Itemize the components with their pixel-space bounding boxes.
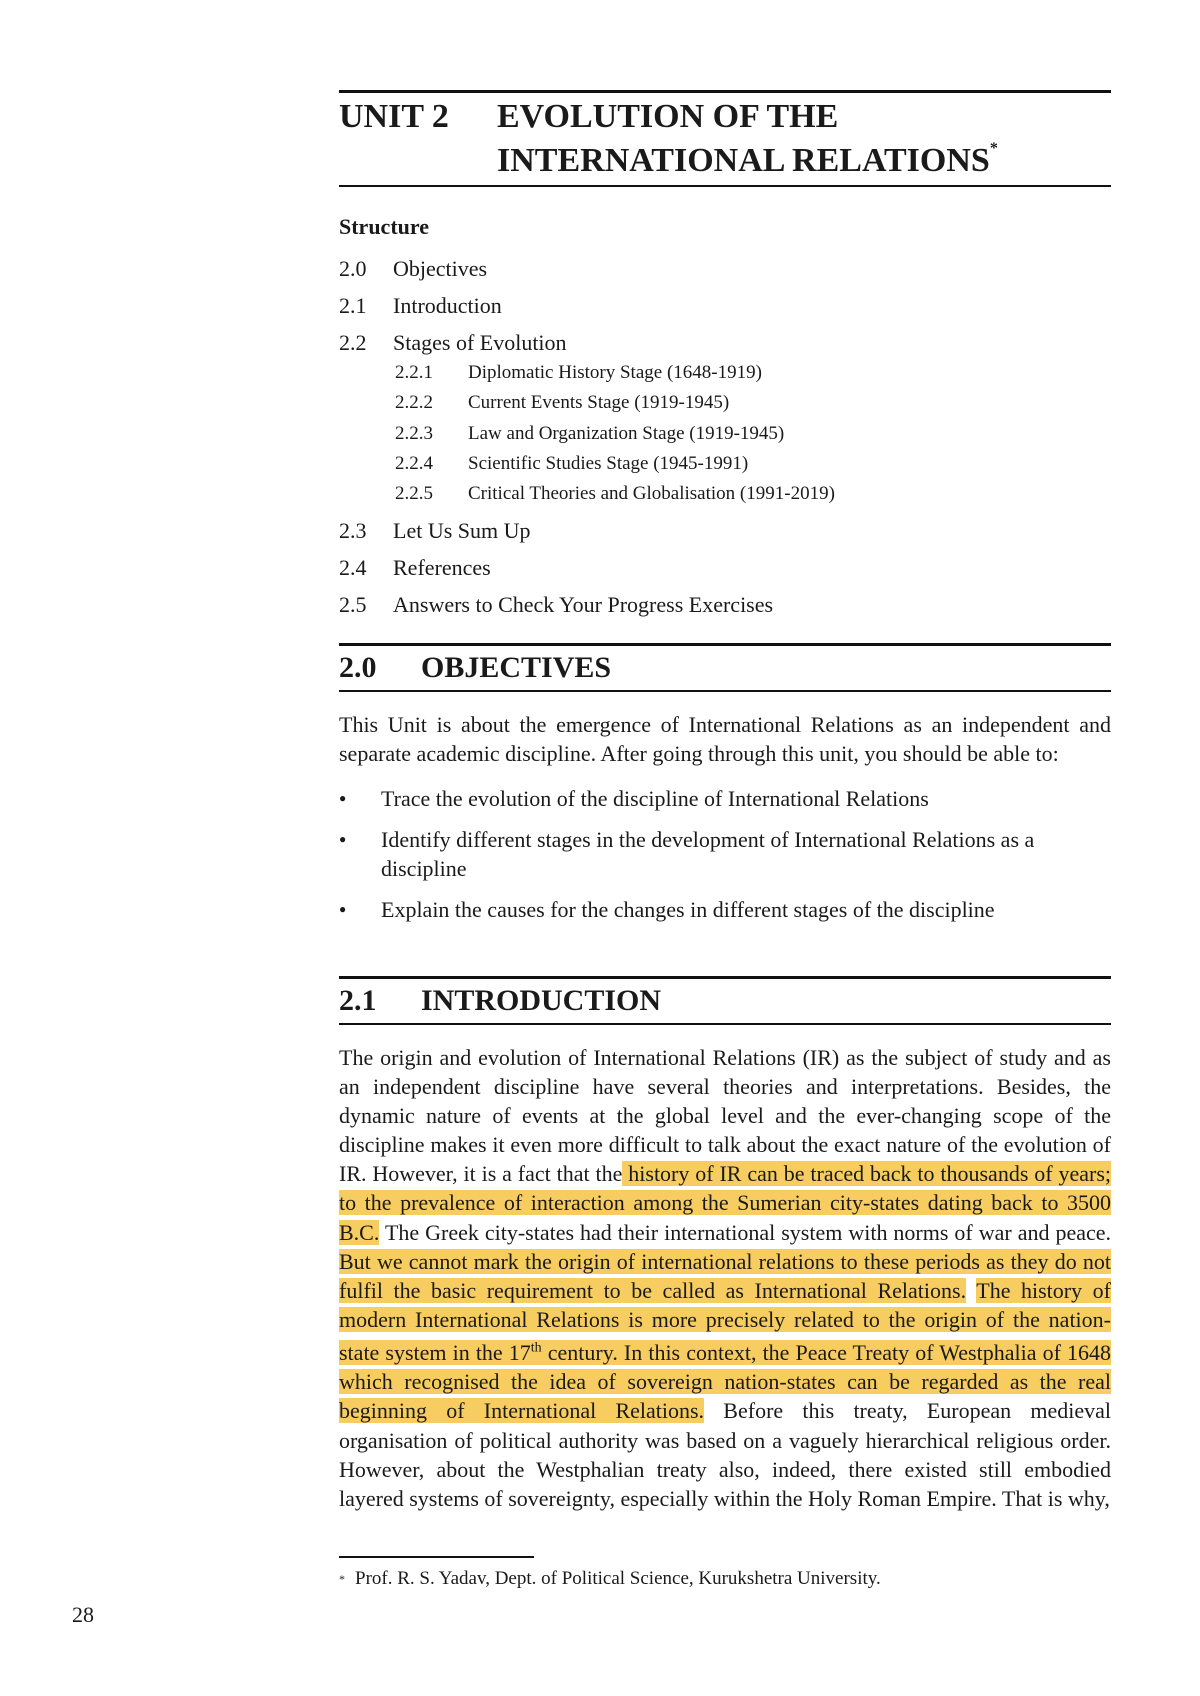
intro-superscript: th [530, 1340, 542, 1356]
intro-text-3 [966, 1278, 976, 1303]
toc-item-2-2 [339, 324, 1111, 361]
toc-number: 2.2.3 [395, 422, 433, 444]
toc-number: 2.2.2 [395, 392, 433, 414]
toc-number: 2.2.1 [395, 362, 433, 383]
objectives-intro: This Unit is about the emergence of International Relations as an independent and separate academic discipline. After going through this unit, you should be able to: [339, 712, 1111, 767]
introduction-heading [339, 976, 1111, 1025]
objectives-heading [339, 643, 1111, 692]
footnote-text: Prof. R. S. Yadav, Dept. of Political Science, Kurukshetra University. [355, 1568, 881, 1589]
footnote-rule [339, 1556, 534, 1558]
intro-text-2: The Greek city-states had their international system with norms of war and peace. [379, 1219, 1111, 1245]
toc-item-2-5 [339, 586, 1111, 623]
toc-number: 2.1 [339, 293, 367, 318]
bullet-icon: ● [339, 791, 347, 806]
toc-label: References [393, 555, 491, 581]
toc-item-2-2-2 [339, 388, 1111, 418]
objectives-list [339, 784, 1111, 924]
toc-item-2-4 [339, 549, 1111, 586]
toc-label: Current Events Stage (1919-1945) [468, 392, 730, 414]
intro-highlight-2: But we cannot mark the origin of international relations to these periods as they do not fulfil the basic requirement to be called as International Relations. [339, 1248, 1111, 1303]
unit-title-line2: INTERNATIONAL RELATIONS [497, 142, 990, 179]
toc-item-2-2-5 [339, 479, 1111, 509]
introduction-paragraph [339, 1043, 1111, 1513]
toc-label: Diplomatic History Stage (1648-1919) [468, 362, 762, 383]
introduction-section [339, 976, 1111, 1513]
toc-item-2-2-3 [339, 419, 1111, 449]
objective-item [339, 825, 1111, 883]
toc-label: Stages of Evolution [393, 330, 567, 355]
unit-title-block [339, 90, 1111, 187]
toc-label: Introduction [393, 293, 502, 318]
toc-item-2-1 [339, 287, 1111, 324]
footnote [339, 1566, 881, 1592]
toc-label: Scientific Studies Stage (1945-1991) [468, 452, 749, 474]
toc-number: 2.2.4 [395, 452, 433, 474]
structure-heading: Structure [339, 214, 430, 239]
objective-text: Identify different stages in the development of International Relations as a discipline [381, 827, 1035, 882]
bullet-icon: ● [339, 902, 347, 917]
objectives-number: 2.0 [339, 651, 377, 684]
unit-number: UNIT 2 [339, 98, 449, 135]
toc-item-2-3 [339, 512, 1111, 549]
objectives-title: OBJECTIVES [421, 651, 612, 684]
page-number: 28 [72, 1602, 94, 1627]
toc-label: Answers to Check Your Progress Exercises [393, 592, 774, 618]
intro-text-1: The origin and evolution of International Relations (IR) as the subject of study and as an independent discipline have several theories and interpretations. Besides, the dynamic nature of events at the global level and the ever-changing scope of the discipline makes it even more difficult to talk about the exact nature of the evolution of IR. However, it is a fact that the [339, 1045, 1111, 1187]
objective-item [339, 784, 1111, 813]
intro-text-4: Before this treaty, European medieval organisation of political authority was based on a vaguely hierarchical religious order. However, about the Westphalian treaty also, indeed, there existed still embodied layered systems of sovereignty, especially within the Holy Roman Empire. That is why, [339, 1398, 1112, 1511]
title-rule-bottom [339, 185, 1111, 187]
toc-number: 2.2 [339, 330, 367, 355]
toc-item-2-2-4 [339, 449, 1111, 479]
intro-highlight-3a: The history of modern International Relations is more precisely related to the origin of the nation-state system in the 17 [339, 1277, 1112, 1366]
toc-number: 2.4 [339, 555, 367, 581]
toc-item-2-2-1 [339, 358, 1111, 388]
toc-number: 2.3 [339, 518, 367, 544]
toc-item-2-0 [339, 250, 1111, 287]
unit-title-line1: EVOLUTION OF THE [497, 98, 839, 135]
introduction-number: 2.1 [339, 984, 377, 1017]
introduction-title: INTRODUCTION [421, 984, 662, 1017]
structure-toc [339, 212, 1111, 623]
toc-number: 2.2.5 [395, 483, 433, 505]
objective-text: Explain the causes for the changes in different stages of the discipline [381, 897, 995, 923]
objective-item [339, 895, 1111, 924]
footnote-mark: * [339, 1572, 345, 1586]
toc-label: Let Us Sum Up [393, 518, 531, 544]
bullet-icon: ● [339, 832, 347, 847]
toc-number: 2.5 [339, 592, 367, 618]
toc-label: Critical Theories and Globalisation (1991-2019) [468, 483, 835, 505]
objectives-section [339, 643, 1111, 936]
objective-text: Trace the evolution of the discipline of International Relations [381, 786, 929, 812]
toc-number: 2.0 [339, 256, 367, 281]
toc-label: Objectives [393, 256, 488, 281]
intro-highlight-3b: century. In this context, the Peace Treaty of Westphalia of 1648 which recognised the idea of sovereign nation-states can be regarded as the real beginning of International Relations. [339, 1340, 1111, 1424]
toc-label: Law and Organization Stage (1919-1945) [468, 422, 785, 444]
unit-title-footnote-mark: * [989, 140, 998, 157]
intro-highlight-1: history of IR can be traced back to thousands of years; to the prevalence of interaction among the Sumerian city-states dating back to 3500 B.C. [339, 1161, 1111, 1245]
